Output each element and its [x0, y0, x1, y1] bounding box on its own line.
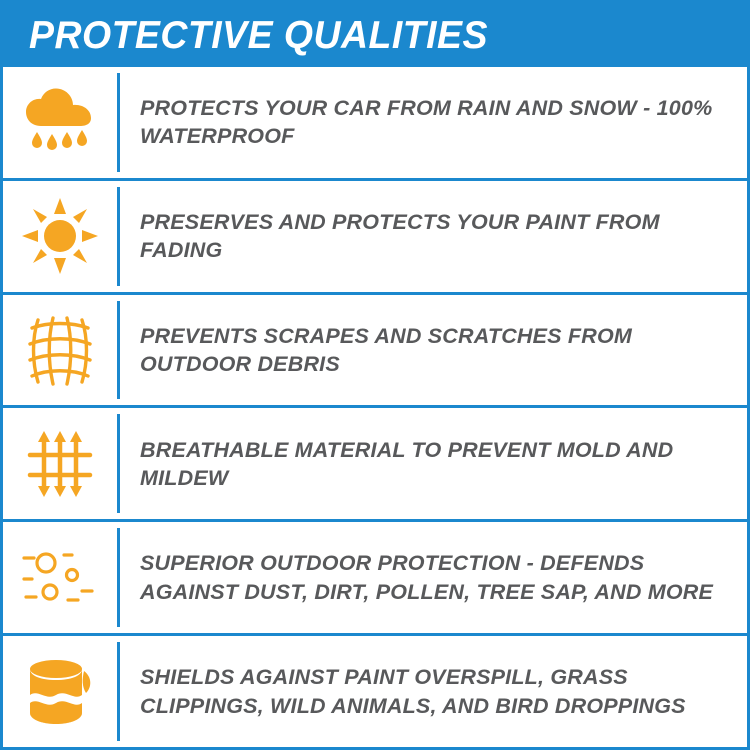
- scratched-mesh-icon: [22, 314, 98, 386]
- text-cell: [120, 549, 747, 606]
- list-item-label: PREVENTS SCRAPES AND SCRATCHES FROM OUTDOOR DEBRIS: [140, 323, 632, 377]
- list-item: [3, 181, 747, 295]
- paint-can-spill-icon: [22, 653, 98, 731]
- list-item: [3, 67, 747, 181]
- text-cell: [120, 208, 747, 265]
- icon-cell: [3, 636, 117, 747]
- list-item: [3, 636, 747, 747]
- list-item-label: SHIELDS AGAINST PAINT OVERSPILL, GRASS CLIPPINGS, WILD ANIMALS, AND BIRD DROPPINGS: [140, 665, 686, 718]
- sun-icon: [22, 198, 98, 274]
- text-cell: [120, 436, 747, 493]
- text-cell: [120, 94, 747, 151]
- feature-list: [3, 67, 747, 747]
- icon-cell: [3, 67, 117, 178]
- list-item-label: SUPERIOR OUTDOOR PROTECTION - DEFENDS AGAINST DUST, DIRT, POLLEN, TREE SAP, AND MORE: [140, 551, 714, 604]
- text-cell: [120, 663, 747, 720]
- icon-cell: [3, 408, 117, 519]
- rain-cloud-icon: [21, 86, 99, 158]
- list-item: [3, 522, 747, 636]
- list-item: [3, 408, 747, 522]
- list-item-label: BREATHABLE MATERIAL TO PREVENT MOLD AND MILDEW: [140, 437, 674, 490]
- icon-cell: [3, 295, 117, 406]
- header-bar: [3, 3, 747, 67]
- icon-cell: [3, 181, 117, 292]
- list-item-label: PROTECTS YOUR CAR FROM RAIN AND SNOW - 100% WATERPROOF: [140, 96, 713, 149]
- dust-particles-icon: [20, 545, 100, 611]
- list-item-label: PRESERVES AND PROTECTS YOUR PAINT FROM FADING: [140, 209, 660, 263]
- icon-cell: [3, 522, 117, 633]
- list-item: [3, 295, 747, 409]
- page-title: PROTECTIVE QUALITIES: [29, 13, 488, 57]
- breathable-airflow-icon: [22, 429, 98, 499]
- text-cell: [120, 322, 747, 379]
